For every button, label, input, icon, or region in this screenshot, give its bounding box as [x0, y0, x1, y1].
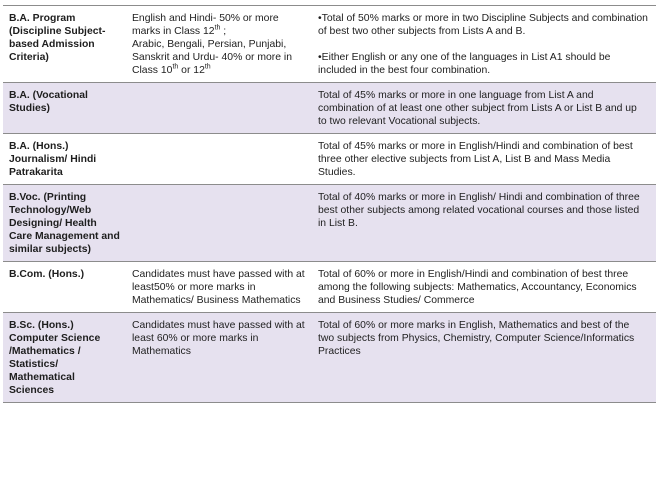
course-name: B.Sc. (Hons.) Computer Science /Mathematics / Statistics/ Mathematical Sciences — [3, 313, 126, 403]
table-row — [3, 83, 656, 134]
course-name: B.A. Program (Discipline Subject-based Admission Criteria) — [3, 6, 126, 83]
eligibility-criteria: Total of 60% or more marks in English, Mathematics and best of the two subjects from Physics, Chemistry, Computer Science/Informatics Practices — [311, 313, 656, 403]
subject-requirement: English and Hindi- 50% or more marks in Class 12th ; Arabic, Bengali, Persian, Punjabi, Sanskrit and Urdu- 40% or more in Class 10th or 12th — [126, 6, 311, 83]
course-name: B.Voc. (Printing Technology/Web Designing/ Health Care Management and similar subjects) — [3, 185, 126, 262]
subject-requirement — [126, 134, 311, 185]
subject-requirement: Candidates must have passed with at least50% or more marks in Mathematics/ Business Mathematics — [126, 262, 311, 313]
course-name: B.A. (Hons.) Journalism/ Hindi Patrakarita — [3, 134, 126, 185]
table-row — [3, 313, 656, 403]
course-name: B.Com. (Hons.) — [3, 262, 126, 313]
eligibility-criteria: Total of 45% marks or more in one language from List A and combination of at least one other subject from Lists A or List B and up to two relevant Vocational subjects. — [311, 83, 656, 134]
subject-requirement — [126, 185, 311, 262]
eligibility-criteria: •Total of 50% marks or more in two Discipline Subjects and combination of best two other subjects from Lists A and B. •Either English or any one of the languages in List A1 should be included in the best four combination. — [311, 6, 656, 83]
table-row — [3, 185, 656, 262]
eligibility-criteria: Total of 60% or more in English/Hindi and combination of best three among the following subjects: Mathematics, Accountancy, Economics and Business Studies/ Commerce — [311, 262, 656, 313]
table-row — [3, 6, 656, 83]
subject-requirement — [126, 83, 311, 134]
table-row — [3, 134, 656, 185]
eligibility-criteria: Total of 45% marks or more in English/Hindi and combination of best three other elective subjects from List A, List B and Mass Media Studies. — [311, 134, 656, 185]
subject-requirement: Candidates must have passed with at least 60% or more marks in Mathematics — [126, 313, 311, 403]
course-name: B.A. (Vocational Studies) — [3, 83, 126, 134]
admission-criteria-table — [3, 5, 656, 403]
eligibility-criteria: Total of 40% marks or more in English/ Hindi and combination of three best other subjects among related vocational courses and those listed in List B. — [311, 185, 656, 262]
table-row — [3, 262, 656, 313]
